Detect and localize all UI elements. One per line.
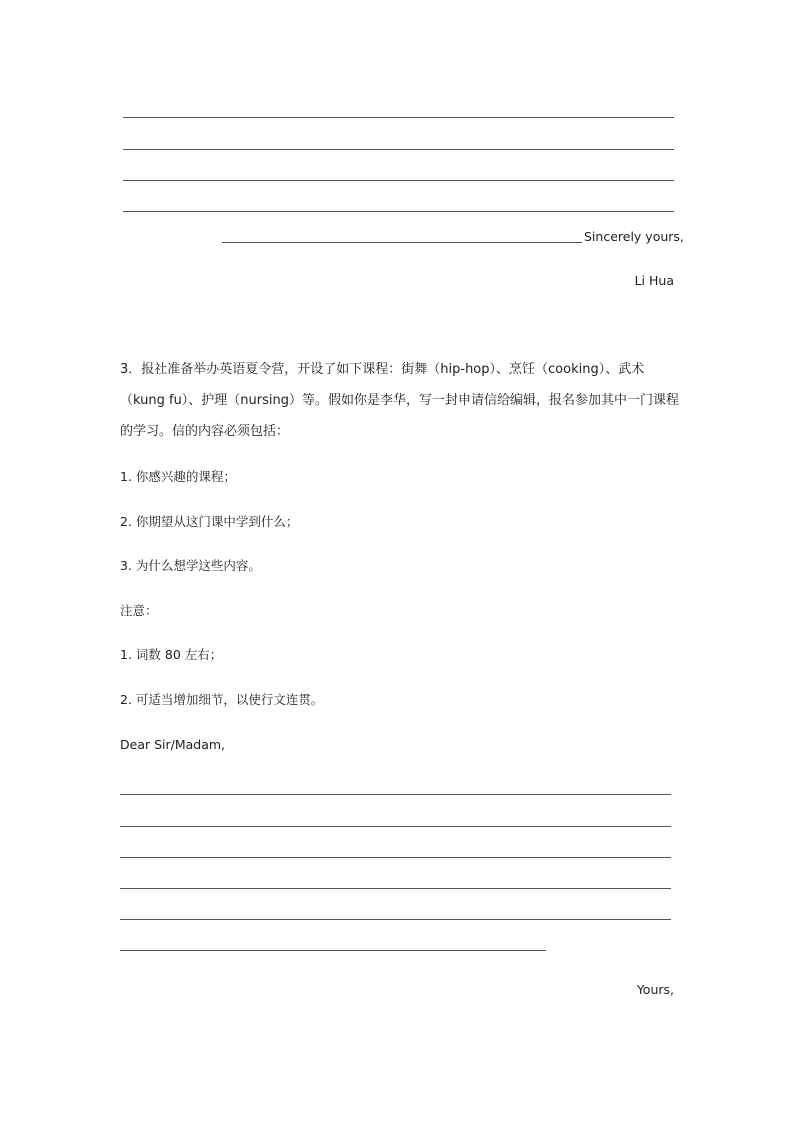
answer-line [120,888,671,889]
letter1-closing: Sincerely yours, [584,229,684,244]
notice-label: 注意： [120,603,158,618]
notice-item: 1. 词数 80 左右； [120,647,223,662]
task3-closing: Yours, [636,982,674,997]
answer-line [120,919,671,920]
task3-prompt: 3．报社准备举办英语夏令营，开设了如下课程：街舞（hip-hop）、烹饪（cooking）、武术（kung fu）、护理（nursing）等。假如你是李华，写一封申请信给编辑，报名参加其中一门课程的学习。信的内容必须包括： [120,362,680,439]
answer-line [123,149,674,150]
answer-line [120,857,671,858]
answer-line [123,117,674,118]
answer-line-short [222,242,582,243]
requirement-item: 3. 为什么想学这些内容。 [120,558,261,573]
salutation: Dear Sir/Madam, [120,737,226,752]
answer-line [120,826,671,827]
answer-line-short [120,950,546,951]
answer-line [123,180,674,181]
answer-line [123,211,674,212]
notice-item: 2. 可适当增加细节，以使行文连贯。 [120,692,324,707]
answer-line [120,794,671,795]
requirement-item: 1. 你感兴趣的课程； [120,469,236,484]
requirement-item: 2. 你期望从这门课中学到什么； [120,514,299,529]
letter1-signature: Li Hua [634,273,674,288]
